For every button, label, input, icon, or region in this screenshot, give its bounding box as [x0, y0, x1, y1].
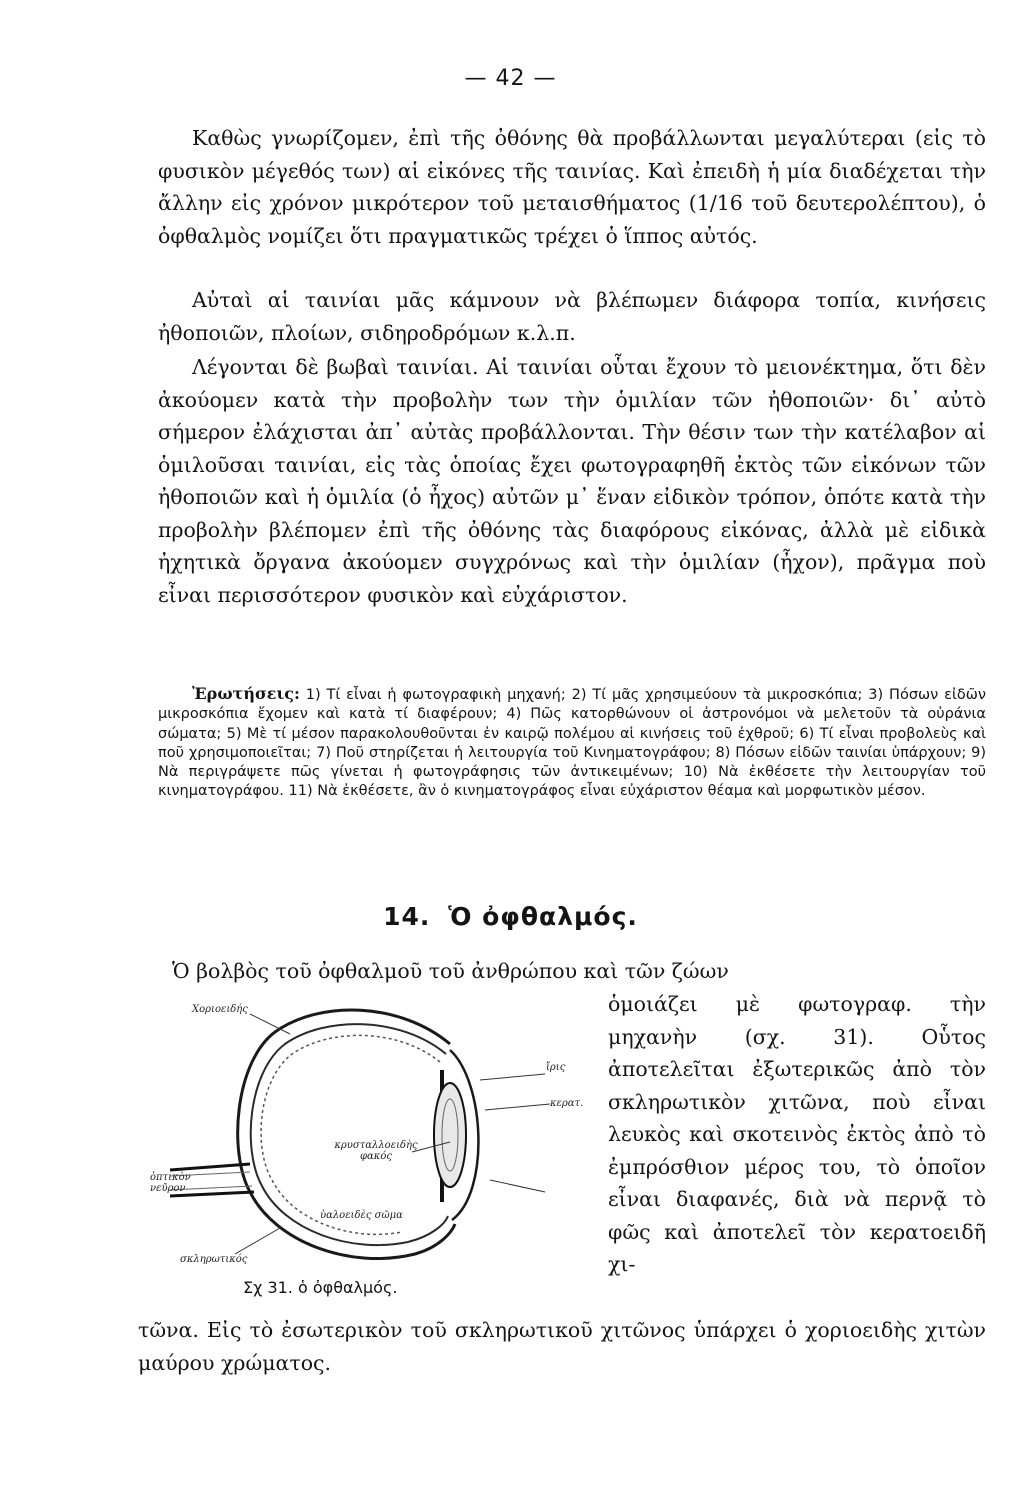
paragraph-2-text: Αὐταὶ αἱ ταινίαι μᾶς κάμνουν νὰ βλέπωμεν διάφορα τοπία, κινήσεις ἠθοποιῶν, πλοίων, σιδηροδρόμων κ.λ.π.: [158, 288, 986, 345]
leader-cornea: [485, 1104, 550, 1110]
section-heading: [0, 902, 1021, 931]
label-lens: κρυσταλλοειδὴς φακός: [334, 1140, 418, 1162]
label-sclera: σκληρωτικός: [180, 1254, 248, 1265]
section-number: 14.: [383, 902, 431, 931]
paragraph-3: [158, 351, 986, 611]
label-iris: ἴρις: [546, 1062, 566, 1073]
page-number: — 42 —: [464, 66, 557, 91]
leader-sclera: [235, 1228, 280, 1254]
eye-paragraph-right-column: ὁμοιάζει μὲ φωτογραφ. τὴν μηχανὴν (σχ. 31). Οὗτος ἀποτελεῖται ἐξωτερικῶς ἀπὸ τὸν σκληρωτικὸν χιτῶνα, ποὺ εἶναι λευκὸς καὶ σκοτεινὸς ἐκτὸς ἀπὸ τὸ ἐμπρόσθιον μέρος του, τὸ ὁποῖον εἶναι διαφανές, διὰ νὰ περνᾷ τὸ φῶς καὶ ἀποτελεῖ τὸν κερατοειδῆ χι-: [608, 992, 986, 1276]
paragraph-2: [158, 284, 986, 349]
leader-choroid: [250, 1014, 290, 1034]
paragraph-3-text: Λέγονται δὲ βωβαὶ ταινίαι. Αἱ ταινίαι οὗται ἔχουν τὸ μειονέκτημα, ὅτι δὲν ἀκούομεν κατὰ τὴν προβολὴν των τὴν ὁμιλίαν τῶν ἠθοποιῶν· δι᾽ αὐτὸ σήμερον ἐλάχισται ἀπ᾽ αὐτὰς προβάλλονται. Τὴν θέσιν των τὴν κατέλαβον αἱ ὁμιλοῦσαι ταινίαι, εἰς τὰς ὁποίας ἔχει φωτογραφηθῆ ἐκτὸς τῶν εἰκόνων τῶν ἠθοποιῶν καὶ ἡ ὁμιλία (ὁ ἦχος) αὐτῶν μ᾽ ἕναν εἰδικὸν τρόπον, ὁπότε κατὰ τὴν προβολὴν βλέπομεν ἐπὶ τῆς ὀθόνης τὰς διαφόρους εἰκόνας, ἀλλὰ μὲ εἰδικὰ ἠχητικὰ ὄργανα ἀκούομεν συγχρόνως καὶ τὴν ὁμιλίαν (ἦχον), πρᾶγμα ποὺ εἶναι περισσότερον φυσικὸν καὶ εὐχάριστον.: [158, 355, 986, 607]
paragraph-1-text: Καθὼς γνωρίζομεν, ἐπὶ τῆς ὀθόνης θὰ προβάλλωνται μεγαλύτεραι (εἰς τὸ φυσικὸν μέγεθός των) αἱ εἰκόνες τῆς ταινίας. Καὶ ἐπειδὴ ἡ μία διαδέχεται τὴν ἄλλην εἰς χρόνον μικρότερον τοῦ μεταισθήματος (1/16 τοῦ δευτερολέπτου), ὁ ὀφθαλμὸς νομίζει ὅτι πραγματικῶς τρέχει ὁ ἵππος αὐτός.: [158, 126, 986, 248]
questions-label: Ἐρωτήσεις:: [192, 684, 300, 703]
sclera-outline: [238, 1010, 455, 1259]
eye-diagram-drawing: [150, 992, 595, 1280]
questions-text: 1) Τί εἶναι ἡ φωτογραφικὴ μηχανή; 2) Τί μᾶς χρησιμεύουν τὰ μικροσκόπια; 3) Πόσων εἰδῶν μικροσκόπια ἔχομεν καὶ κατὰ τί διαφέρουν; 4) Πῶς κατορθώνουν οἱ ἀστρονόμοι νὰ μελετοῦν τὰ οὐράνια σώματα; 5) Μὲ τί μέσον παρακολουθοῦνται ἐν καιρῷ πολέμου αἱ κινήσεις τοῦ ἐχθροῦ; 6) Τί εἶναι προβολεὺς καὶ ποῦ χρησιμοποιεῖται; 7) Ποῦ στηρίζεται ἡ λειτουργία τοῦ Κινηματογράφου; 8) Πόσων εἰδῶν ταινίαι ὑπάρχουν; 9) Νὰ περιγράψετε πῶς γίνεται ἡ φωτογράφησις τῶν ἀντικειμένων; 10) Νὰ ἐκθέσετε τὴν λειτουργίαν τοῦ κινηματογράφου. 11) Νὰ ἐκθέσετε, ἂν ὁ κινηματογράφος εἶναι εὐχάριστον θέαμα καὶ μορφωτικὸν μέσον.: [158, 687, 986, 800]
paragraph-1: [158, 122, 986, 252]
eye-paragraph-bottom: τῶνα. Εἰς τὸ ἐσωτερικὸν τοῦ σκληρωτικοῦ χιτῶνος ὑπάρχει ὁ χοριοειδὴς χιτὼν μαύρου χρώματος.: [138, 1318, 986, 1375]
figure-caption: Σχ 31. ὁ ὀφθαλμός.: [243, 1278, 398, 1297]
section-title: Ὁ ὀφθαλμός.: [448, 902, 638, 931]
leader-iris: [480, 1074, 545, 1080]
retina-outline: [261, 1035, 440, 1234]
label-optic-nerve: ὀπτικὸν νεῦρον: [150, 1172, 191, 1194]
questions-block: [158, 684, 986, 802]
label-choroid: Χοριοειδής: [192, 1004, 248, 1015]
label-vitreous: ὑαλοειδὲς σῶμα: [320, 1210, 403, 1221]
leader-extra: [490, 1180, 545, 1192]
label-cornea: κερατ.: [550, 1098, 584, 1109]
eye-diagram: [150, 992, 595, 1280]
eye-paragraph-first-line: Ὁ βολβὸς τοῦ ὀφθαλμοῦ τοῦ ἀνθρώπου καὶ τῶν ζώων: [172, 959, 729, 983]
